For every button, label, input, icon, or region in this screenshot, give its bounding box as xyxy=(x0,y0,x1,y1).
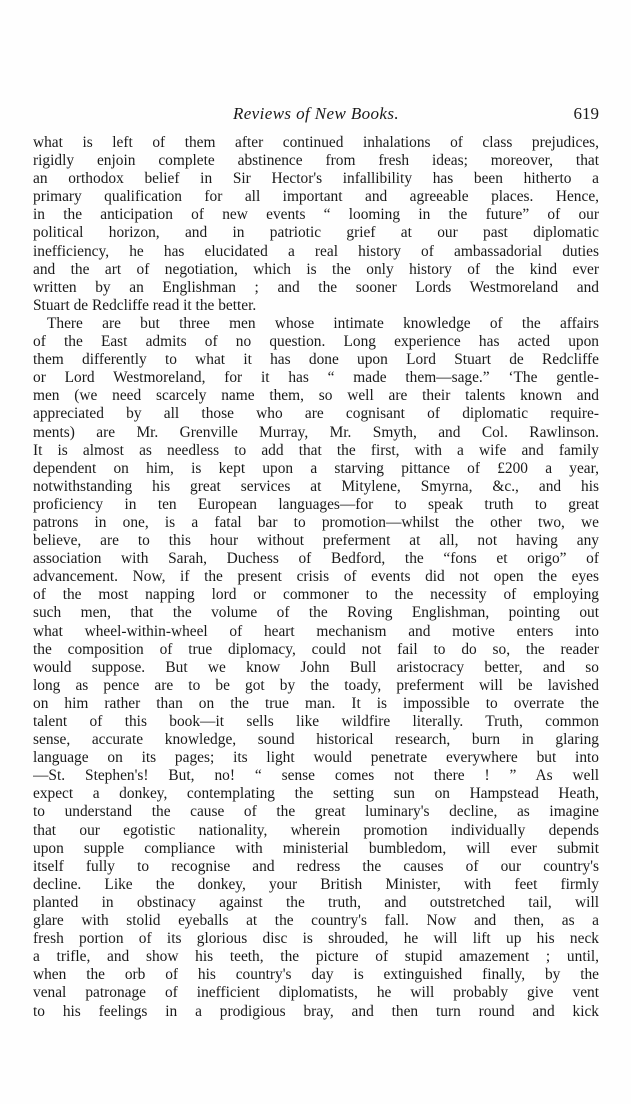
text-line: in the anticipation of new events “ looming in the future” of our xyxy=(33,206,599,224)
text-line: expect a donkey, contemplating the setting sun on Hampstead Heath, xyxy=(33,785,599,803)
text-line: It is almost as needless to add that the first, with a wife and family xyxy=(33,441,599,459)
text-line: when the orb of his country's day is extinguished finally, by the xyxy=(33,966,599,984)
text-line: that our egotistic nationality, wherein promotion individually depends xyxy=(33,821,599,839)
running-title: Reviews of New Books. xyxy=(232,104,400,123)
text-line: itself fully to recognise and redress the causes of our country's xyxy=(33,857,599,875)
text-line: them differently to what it has done upon Lord Stuart de Redcliffe xyxy=(33,351,599,369)
text-line: planted in obstinacy against the truth, and outstretched tail, will xyxy=(33,893,599,911)
text-line: or Lord Westmoreland, for it has “ made them—sage.” ‘The gentle- xyxy=(33,369,599,387)
page-number: 619 xyxy=(573,104,599,123)
text-line: men (we need scarcely name them, so well are their talents known and xyxy=(33,387,599,405)
text-line: long as pence are to be got by the toady, preferment will be lavished xyxy=(33,676,599,694)
text-line: to his feelings in a prodigious bray, and then turn round and kick xyxy=(33,1002,599,1020)
text-line: decline. Like the donkey, your British Minister, with feet firmly xyxy=(33,875,599,893)
text-line: upon supple compliance with ministerial bumbledom, will ever submit xyxy=(33,839,599,857)
text-line: patrons in one, is a fatal bar to promotion—whilst the other two, we xyxy=(33,513,599,531)
text-line: advancement. Now, if the present crisis of events did not open the eyes xyxy=(33,568,599,586)
text-line: proficiency in ten European languages—for to speak truth to great xyxy=(33,495,599,513)
text-line: believe, are to this hour without preferment at all, not having any xyxy=(33,532,599,550)
text-line: on him rather than on the true man. It is impossible to overrate the xyxy=(33,694,599,712)
text-line: primary qualification for all important and agreeable places. Hence, xyxy=(33,188,599,206)
text-line: written by an Englishman ; and the sooner Lords Westmoreland and xyxy=(33,278,599,296)
text-line: language on its pages; its light would penetrate everywhere but into xyxy=(33,749,599,767)
text-line: There are but three men whose intimate knowledge of the affairs xyxy=(47,314,599,332)
text-line: political horizon, and in patriotic grief at our past diplomatic xyxy=(33,224,599,242)
text-line: association with Sarah, Duchess of Bedford, the “fons et origo” of xyxy=(33,550,599,568)
text-line: such men, that the volume of the Roving Englishman, pointing out xyxy=(33,604,599,622)
text-line: what wheel-within-wheel of heart mechanism and motive enters into xyxy=(33,622,599,640)
text-line: to understand the cause of the great luminary's decline, as imagine xyxy=(33,803,599,821)
text-line: notwithstanding his great services at Mitylene, Smyrna, &c., and his xyxy=(33,477,599,495)
text-line: appreciated by all those who are cognisant of diplomatic require- xyxy=(33,405,599,423)
text-line: would suppose. But we know John Bull aristocracy better, and so xyxy=(33,658,599,676)
text-line: ments) are Mr. Grenville Murray, Mr. Smyth, and Col. Rawlinson. xyxy=(33,423,599,441)
text-line: inefficiency, he has elucidated a real history of ambassadorial duties xyxy=(33,242,599,260)
text-line: venal patronage of inefficient diplomatists, he will probably give vent xyxy=(33,984,599,1002)
text-line: and the art of negotiation, which is the only history of the kind ever xyxy=(33,260,599,278)
text-line: of the East admits of no question. Long experience has acted upon xyxy=(33,333,599,351)
text-line: glare with stolid eyeballs at the country's fall. Now and then, as a xyxy=(33,912,599,930)
text-line: talent of this book—it sells like wildfire literally. Truth, common xyxy=(33,713,599,730)
text-line: dependent on him, is kept upon a starving pittance of £200 a year, xyxy=(33,459,599,477)
text-line: of the most napping lord or commoner to the necessity of employing xyxy=(33,586,599,604)
body-text xyxy=(33,134,599,1021)
text-line: the composition of true diplomacy, could not fail to do so, the reader xyxy=(33,640,599,658)
text-line: Stuart de Redcliffe read it the better. xyxy=(33,296,257,314)
text-line: —St. Stephen's! But, no! “ sense comes not there ! ” As well xyxy=(33,767,599,785)
page-header xyxy=(33,104,599,128)
text-line: what is left of them after continued inhalations of class prejudices, xyxy=(33,134,599,151)
text-line: rigidly enjoin complete abstinence from fresh ideas; moreover, that xyxy=(33,152,599,170)
text-line: sense, accurate knowledge, sound historical research, burn in glaring xyxy=(33,731,599,749)
text-line: fresh portion of its glorious disc is shrouded, he will lift up his neck xyxy=(33,930,599,948)
text-line: a trifle, and show his teeth, the picture of stupid amazement ; until, xyxy=(33,948,599,966)
text-line: an orthodox belief in Sir Hector's infallibility has been hitherto a xyxy=(33,170,599,188)
